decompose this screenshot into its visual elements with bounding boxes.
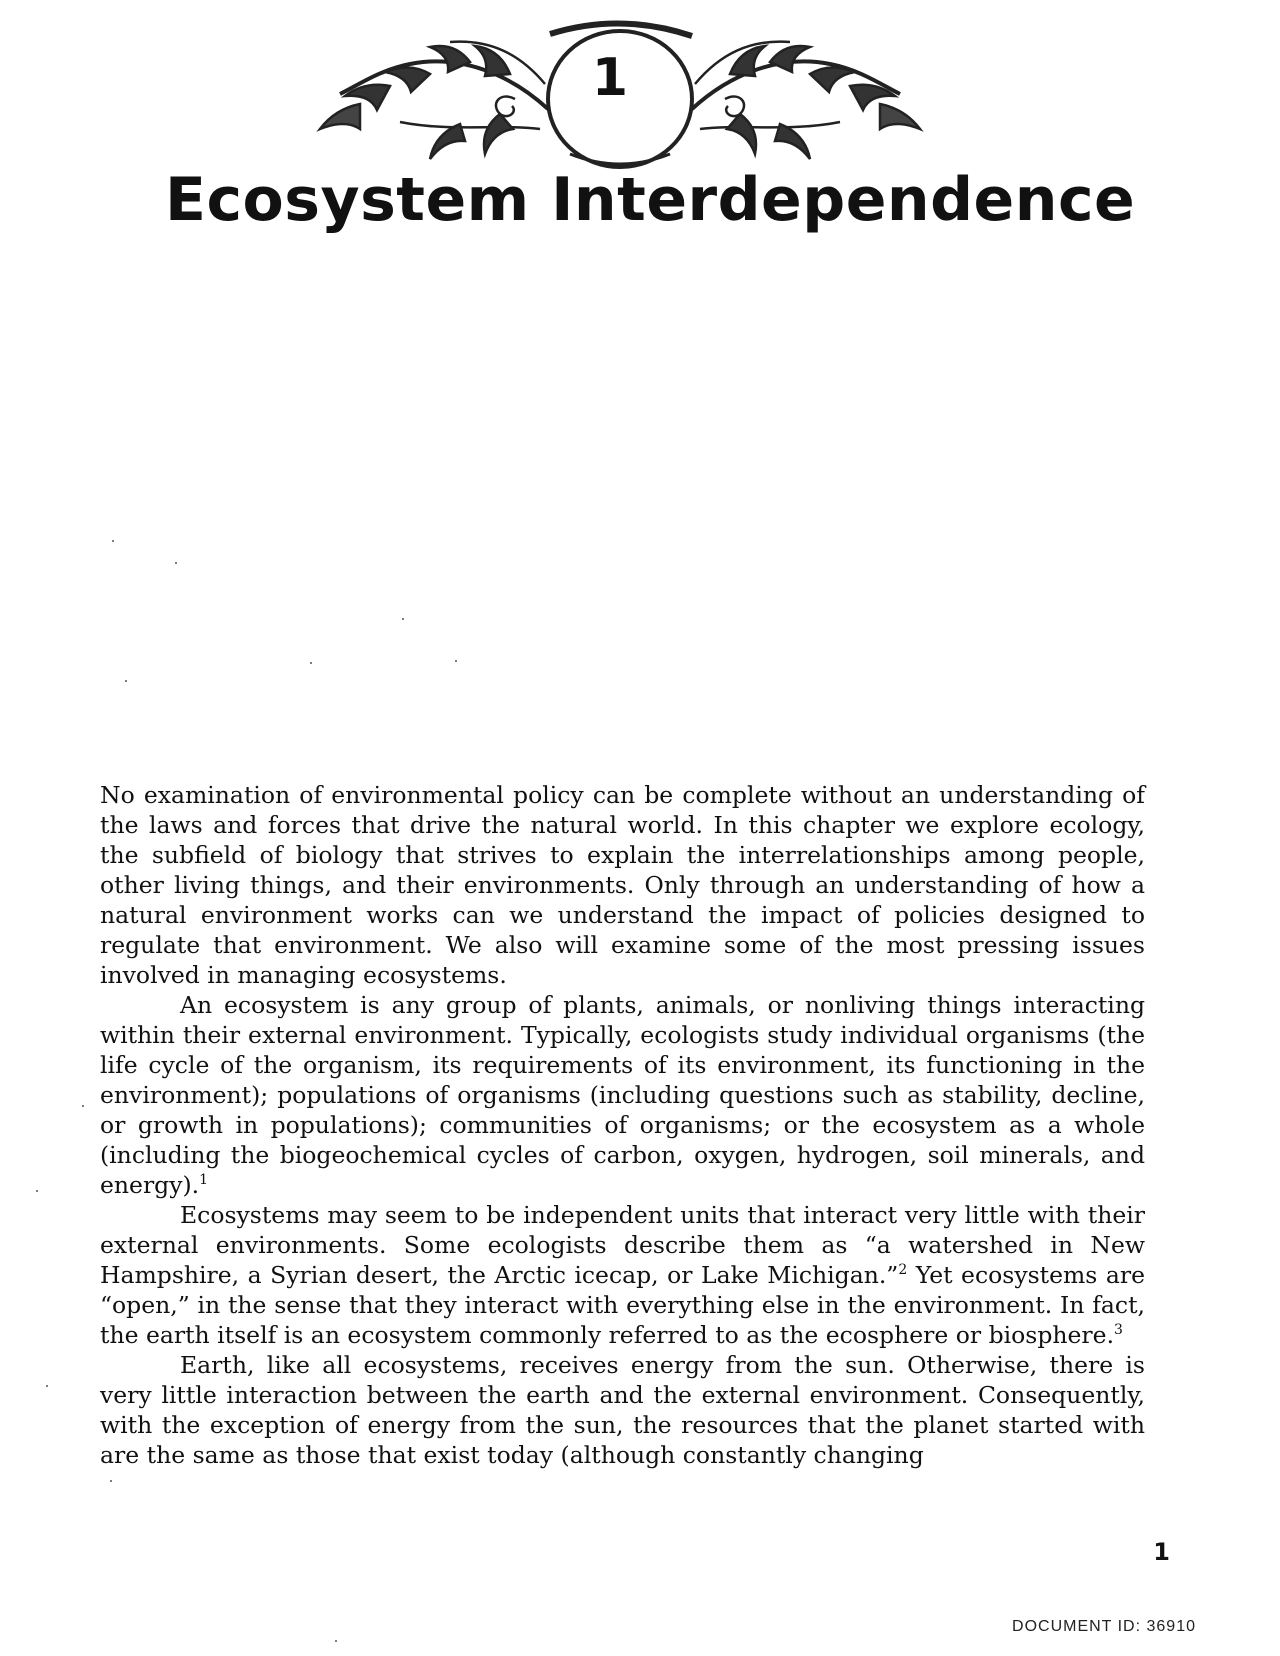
document-id: DOCUMENT ID: 36910 [1012,1618,1196,1635]
scan-speck [455,660,457,662]
chapter-title: Ecosystem Interdependence [165,165,1136,235]
scan-speck [110,1480,112,1482]
scan-speck [310,662,312,664]
footnote-ref-2: 2 [898,1262,908,1278]
scan-speck [36,1190,38,1192]
scan-speck [402,618,404,620]
scan-speck [46,1385,48,1387]
paragraph-intro: No examination of environmental policy can be complete without an understanding of the laws and forces that drive the natural world. In this chapter we explore ecology, the subfield of biology that strives to explain the interrelationships among people, other living things, and their environments. Only through an understanding of how a natural environment works can we understand the impact of policies designed to regulate that environment. We also will examine some of the most pressing issues involved in managing ecosystems. [100,781,1145,989]
footnote-ref-3: 3 [1114,1322,1123,1338]
paragraph-ecosystem-definition: An ecosystem is any group of plants, animals, or nonliving things interacting within their external environment. Typically, ecologists study individual organisms (the life cycle of the organism, its requirements of its environment, its functioning in the environment); populations of organisms (including questions such as stability, decline, or growth in populations); communities of organisms; or the ecosystem as a whole (including the biogeochemical cycles of carbon, oxygen, hydrogen, soil minerals, and energy).$^1$ [100,991,1145,1199]
scan-speck [125,680,127,682]
paragraph-open-ecosystems: Ecosystems may seem to be independent units that interact very little with their external environments. Some ecologists describe them as “a watershed in New Hampshire, a Syrian desert, the Arctic icecap, or Lake Michigan.”$^2$ Yet ecosystems are “open,” in the sense that they interact with everything else in the environment. In fact, the earth itself is an ecosystem commonly referred to as the ecosphere or biosphere.$^3$ [100,1201,1145,1349]
chapter-body [100,780,1145,1470]
paragraph-earth-energy: Earth, like all ecosystems, receives energy from the sun. Otherwise, there is very little interaction between the earth and the external environment. Consequently, with the exception of energy from the sun, the resources that the planet started with are the same as those that exist today (although constantly changing [100,1351,1145,1469]
chapter-number: 1 [591,48,629,108]
footnote-ref-1: 1 [199,1172,209,1188]
page-number: 1 [1153,1538,1170,1566]
scan-speck [335,1640,337,1642]
scan-speck [82,1105,84,1107]
scan-speck [112,540,114,542]
scan-speck [175,562,177,564]
